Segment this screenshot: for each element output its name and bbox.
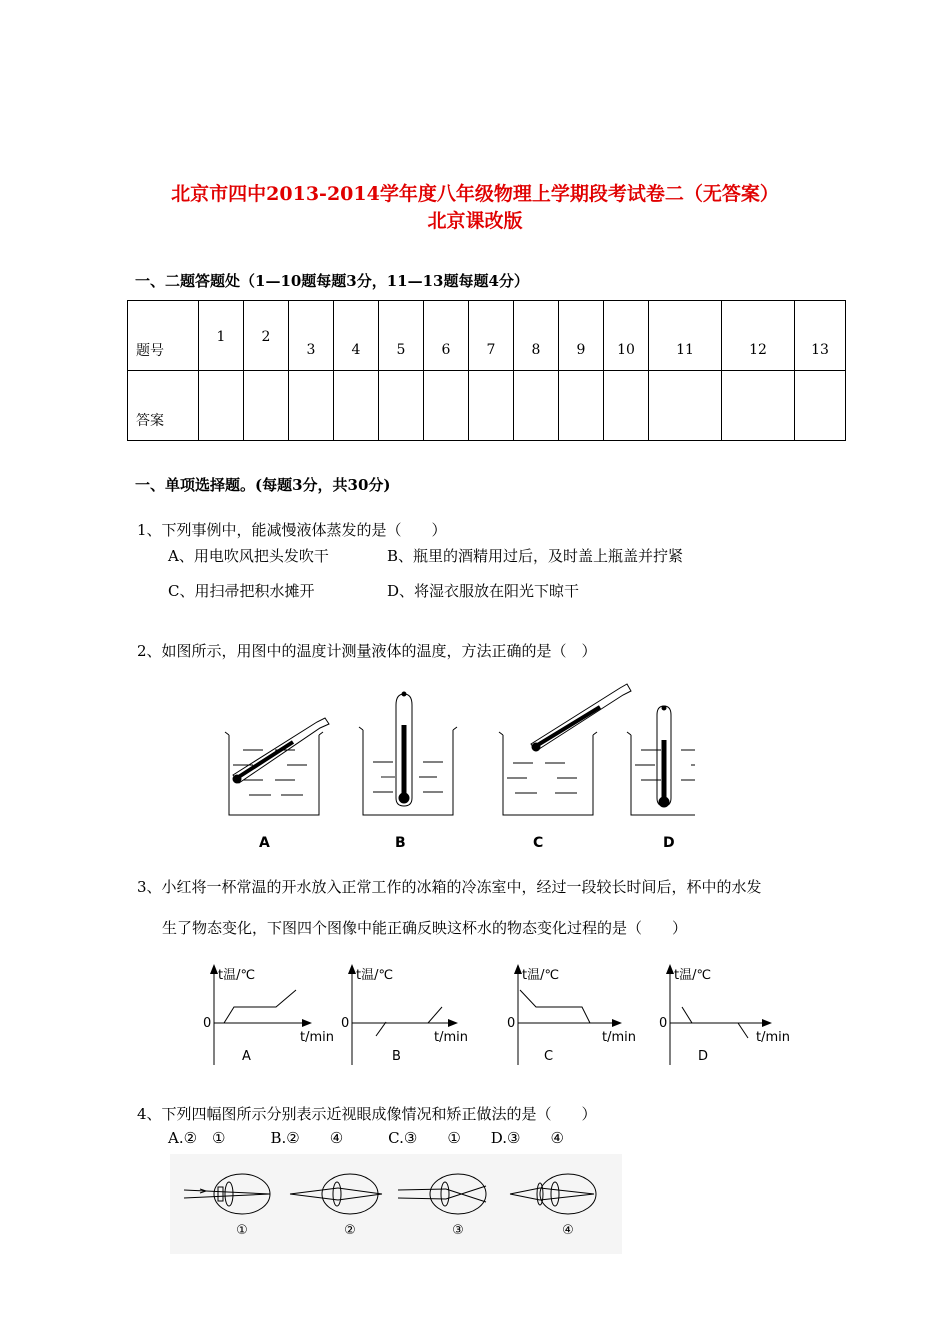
svg-text:D: D [698,1049,709,1064]
svg-text:t/min: t/min [756,1030,790,1045]
q2-stem: 2、如图所示，用图中的温度计测量液体的温度，方法正确的是（ ） [137,642,597,660]
eye-label-3: ③ [452,1223,464,1238]
q1-stem: 1、下列事例中，能减慢液体蒸发的是（ ） [137,521,447,539]
svg-text:0: 0 [659,1016,668,1031]
answer-cell[interactable] [199,371,244,441]
graph-c [507,964,636,1065]
graph-d [659,964,790,1065]
fig-label-b: B [395,835,406,851]
beaker-b [359,727,457,815]
answer-cell[interactable] [722,371,795,441]
svg-text:0: 0 [507,1016,516,1031]
answer-cell[interactable] [334,371,379,441]
svg-text:0: 0 [341,1016,350,1031]
answer-number: 4 [334,301,379,371]
thermometer-figure [215,680,695,855]
eye-figure [170,1154,622,1254]
svg-text:t温/℃: t温/℃ [218,968,256,983]
answer-cell[interactable] [514,371,559,441]
answer-cell[interactable] [604,371,649,441]
eye-label-2: ② [344,1223,356,1238]
answer-number: 10 [604,301,649,371]
q1-option-d: D、将湿衣服放在阳光下晾干 [387,582,580,600]
answer-number: 5 [379,301,424,371]
beaker-c [499,732,597,815]
answer-table [127,300,846,441]
answer-number: 8 [514,301,559,371]
svg-text:t/min: t/min [434,1030,468,1045]
page-subtitle: 北京课改版 [427,210,523,232]
svg-text:t/min: t/min [300,1030,334,1045]
fig-label-a: A [259,835,270,851]
section1-heading: 一、单项选择题。(每题3分，共30分) [135,476,391,494]
svg-text:t温/℃: t温/℃ [522,968,560,983]
answer-cell[interactable] [795,371,846,441]
answer-number: 6 [424,301,469,371]
svg-text:t温/℃: t温/℃ [356,968,394,983]
answer-number: 2 [244,301,289,371]
svg-text:0: 0 [203,1016,212,1031]
graph-b [341,964,468,1065]
row-label-number: 题号 [128,301,199,371]
answer-number: 3 [289,301,334,371]
fig-label-c: C [533,835,544,851]
q4-stem: 4、下列四幅图所示分别表示近视眼成像情况和矫正做法的是（ ） [137,1105,597,1123]
fig-label-d: D [663,835,675,851]
answer-cell[interactable] [649,371,722,441]
answer-number: 1 [199,301,244,371]
q3-stem-line2: 生了物态变化，下图四个图像中能正确反映这杯水的物态变化过程的是（ ） [162,919,688,937]
temperature-graphs [190,960,810,1070]
answer-cell[interactable] [424,371,469,441]
q1-option-c: C、用扫帚把积水摊开 [168,582,315,600]
svg-text:t温/℃: t温/℃ [674,968,712,983]
answer-section-heading: 一、二题答题处（1—10题每题3分，11—13题每题4分） [135,272,529,290]
answer-number: 11 [649,301,722,371]
answer-cell[interactable] [244,371,289,441]
answer-cell[interactable] [289,371,334,441]
beaker-a [225,732,323,815]
answer-number: 9 [559,301,604,371]
q4-options: A.② ① B.② ④ C.③ ① D.③ ④ [168,1129,564,1147]
answer-number: 12 [722,301,795,371]
q1-option-a: A、用电吹风把头发吹干 [168,547,329,565]
page-title: 北京市四中2013-2014学年度八年级物理上学期段考试卷二（无答案） [171,183,779,205]
eye-label-1: ① [236,1223,248,1238]
answer-number: 13 [795,301,846,371]
svg-text:B: B [392,1049,401,1064]
svg-text:A: A [242,1049,251,1064]
graph-a [203,964,334,1065]
row-label-answer: 答案 [128,371,199,441]
svg-text:t/min: t/min [602,1030,636,1045]
answer-cell[interactable] [469,371,514,441]
answer-cell[interactable] [379,371,424,441]
q3-stem-line1: 3、小红将一杯常温的开水放入正常工作的冰箱的冷冻室中，经过一段较长时间后，杯中的水发 [137,878,762,896]
answer-number: 7 [469,301,514,371]
svg-text:C: C [544,1049,554,1064]
eye-label-4: ④ [562,1223,574,1238]
q1-option-b: B、瓶里的酒精用过后，及时盖上瓶盖并拧紧 [387,547,684,565]
answer-cell[interactable] [559,371,604,441]
